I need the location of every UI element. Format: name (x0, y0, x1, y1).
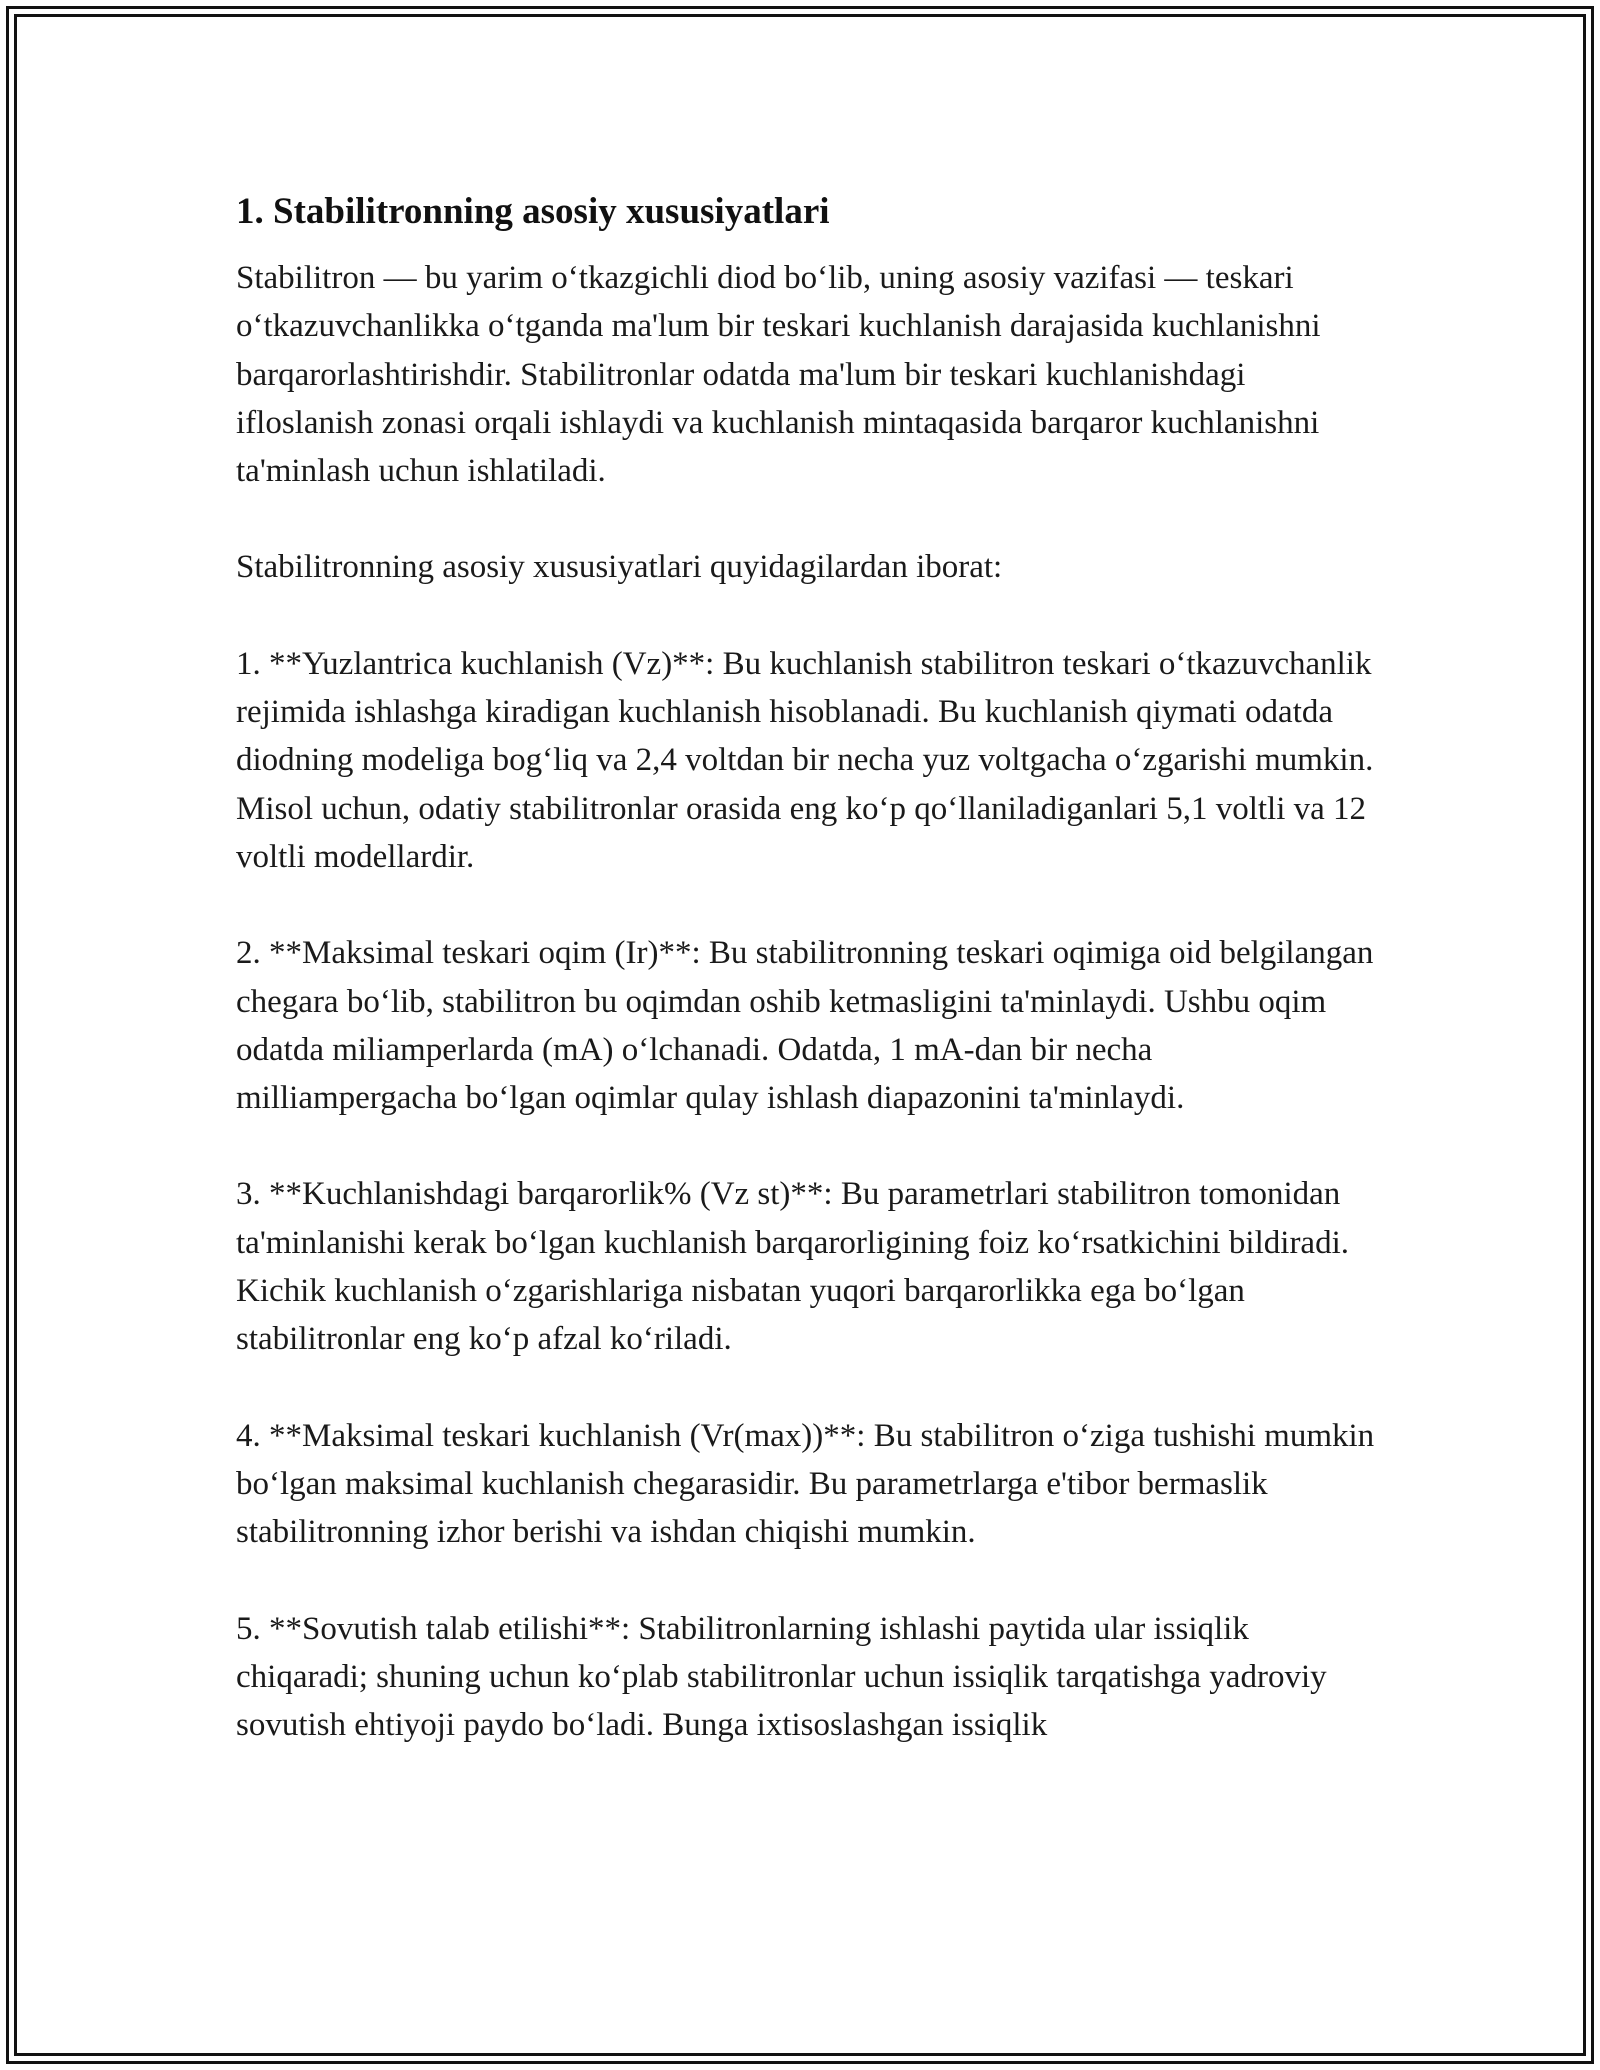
list-item-zener-voltage: 1. **Yuzlantrica kuchlanish (Vz)**: Bu kuchlanish stabilitron teskari o‘tkazuvchanlik rejimida ishlashga kiradigan kuchlanish hisoblanadi. Bu kuchlanish qiymati odatda diodning modeliga bog‘liq va 2,4 voltdan bir necha yuz voltgacha o‘zgarishi mumkin. Misol uchun, odatiy stabilitronlar orasida eng ko‘p qo‘llaniladiganlari 5,1 voltli va 12 voltli modellardir. (236, 645, 1374, 875)
document-body (236, 186, 1376, 1797)
list-item-max-reverse-current: 2. **Maksimal teskari oqim (Ir)**: Bu stabilitronning teskari oqimiga oid belgilangan chegara bo‘lib, stabilitron bu oqimdan oshib ketmasligini ta'minlaydi. Ushbu oqim odatda miliamperlarda (mA) o‘lchanadi. Odatda, 1 mA-dan bir necha milliampergacha bo‘lgan oqimlar qulay ishlash diapazonini ta'minlaydi. (236, 935, 1374, 1117)
intro-paragraph: Stabilitron — bu yarim o‘tkazgichli diod bo‘lib, uning asosiy vazifasi — teskari o‘tkazuvchanlikka o‘tganda ma'lum bir teskari kuchlanish darajasida kuchlanishni barqarorlashtirishdir. Stabilitronlar odatda ma'lum bir teskari kuchlanishdagi ifloslanish zonasi orqali ishlaydi va kuchlanish mintaqasida barqaror kuchlanishni ta'minlash uchun ishlatiladi. (236, 260, 1321, 490)
section-heading: 1. Stabilitronning asosiy xususiyatlari (236, 191, 830, 232)
list-item-cooling: 5. **Sovutish talab etilishi**: Stabilitronlarning ishlashi paytida ular issiqlik chiqaradi; shuning uchun ko‘plab stabilitronlar uchun issiqlik tarqatishga yadroviy sovutish ehtiyoji paydo bo‘ladi. Bunga ixtisoslashgan issiqlik (236, 1610, 1327, 1744)
list-intro-paragraph: Stabilitronning asosiy xususiyatlari quyidagilardan iborat: (236, 549, 1003, 586)
list-item-max-reverse-voltage: 4. **Maksimal teskari kuchlanish (Vr(max))**: Bu stabilitron o‘ziga tushishi mumkin bo‘lgan maksimal kuchlanish chegarasidir. Bu parametrlarga e'tibor bermaslik stabilitronning izhor berishi va ishdan chiqishi mumkin. (236, 1417, 1375, 1551)
list-item-voltage-stability: 3. **Kuchlanishdagi barqarorlik% (Vz st)**: Bu parametrlari stabilitron tomonidan ta'minlanishi kerak bo‘lgan kuchlanish barqarorligining foiz ko‘rsatkichini bildiradi. Kichik kuchlanish o‘zgarishlariga nisbatan yuqori barqarorlikka ega bo‘lgan stabilitronlar eng ko‘p afzal ko‘riladi. (236, 1176, 1349, 1358)
